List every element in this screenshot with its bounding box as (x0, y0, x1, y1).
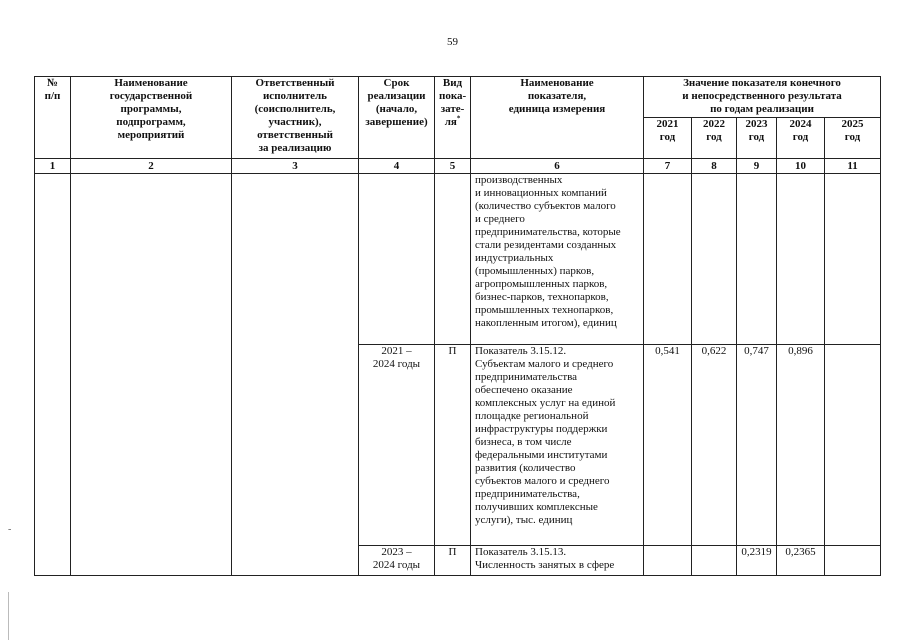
cell-value-2024: 0,2365 (777, 546, 825, 576)
header-col-indicator: Наименование показателя, единица измерения (471, 77, 644, 159)
cell-value-2023 (737, 174, 777, 345)
cell-kind: П (435, 345, 471, 546)
header-col-kind-text: Вид пока- зате- ля (439, 77, 467, 128)
cell-kind: П (435, 546, 471, 576)
cell-indicator-description: Показатель 3.15.12. Субъектам малого и среднего предпринимательства обеспечено оказание комплексных услуг на единой площадке региональной инфраструктуры поддержки бизнеса, в том числе федеральными институтами развития (количество субъектов малого и среднего предпринимательства, получивших комплексные услуги), тыс. единиц (471, 345, 644, 546)
column-number: 9 (737, 159, 777, 174)
cell-value-2025 (825, 174, 881, 345)
cell-value-2024 (777, 174, 825, 345)
cell-period: 2023 – 2024 годы (359, 546, 435, 576)
cell-indicator-description: Показатель 3.15.13. Численность занятых в сфере (471, 546, 644, 576)
cell-number-empty (35, 174, 71, 576)
header-year-2023: 2023 год (737, 118, 777, 159)
header-col-executor: Ответственный исполнитель (соисполнитель, участник), ответственный за реализацию (232, 77, 359, 159)
cell-value-2022 (692, 174, 737, 345)
column-number: 11 (825, 159, 881, 174)
header-col-program: Наименование государственной программы, подпрограмм, мероприятий (71, 77, 232, 159)
cell-value-2021: 0,541 (644, 345, 692, 546)
cell-value-2021 (644, 546, 692, 576)
cell-value-2025 (825, 345, 881, 546)
header-year-2024: 2024 год (777, 118, 825, 159)
column-number: 6 (471, 159, 644, 174)
cell-executor-empty (232, 174, 359, 576)
cell-value-2023: 0,747 (737, 345, 777, 546)
cell-indicator-description: производственных и инновационных компаний (количество субъектов малого и среднего предпринимательства, которые стали резидентами созданных индустриальных (промышленных) парков, агропромышленных парков, бизнес-парков, технопарков, промышленных технопарков, накопленным итогом), единиц (471, 174, 644, 345)
header-year-2022: 2022 год (692, 118, 737, 159)
column-numbers-row (35, 159, 881, 174)
column-number: 7 (644, 159, 692, 174)
header-col-period: Срок реализации (начало, завершение) (359, 77, 435, 159)
column-number: 2 (71, 159, 232, 174)
cell-value-2022 (692, 546, 737, 576)
header-values-group: Значение показателя конечного и непосредственного результата по годам реализации (644, 77, 881, 118)
cell-kind (435, 174, 471, 345)
table-row (35, 174, 881, 345)
header-col-kind (435, 77, 471, 159)
cell-value-2023: 0,2319 (737, 546, 777, 576)
column-number: 3 (232, 159, 359, 174)
cell-value-2022: 0,622 (692, 345, 737, 546)
header-year-2025: 2025 год (825, 118, 881, 159)
cell-value-2021 (644, 174, 692, 345)
cell-program-empty (71, 174, 232, 576)
margin-mark: - (8, 524, 12, 535)
column-number: 5 (435, 159, 471, 174)
column-number: 8 (692, 159, 737, 174)
header-year-2021: 2021 год (644, 118, 692, 159)
scan-edge-line (8, 592, 9, 640)
column-number: 4 (359, 159, 435, 174)
column-number: 10 (777, 159, 825, 174)
header-row-top (35, 77, 881, 118)
header-col-kind-mark: * (456, 114, 461, 123)
cell-value-2024: 0,896 (777, 345, 825, 546)
header-col-number: № п/п (35, 77, 71, 159)
cell-period: 2021 – 2024 годы (359, 345, 435, 546)
column-number: 1 (35, 159, 71, 174)
page-number: 59 (447, 36, 458, 48)
indicators-table (34, 76, 881, 576)
cell-value-2025 (825, 546, 881, 576)
cell-period (359, 174, 435, 345)
